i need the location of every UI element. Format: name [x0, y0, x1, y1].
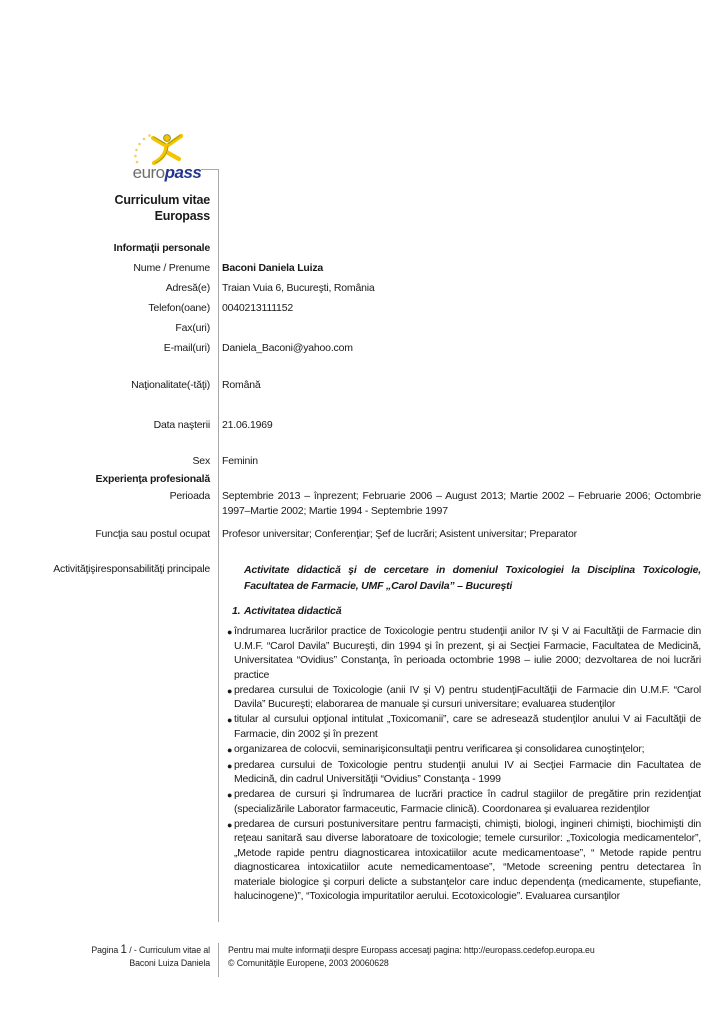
value-address: Traian Vuia 6, Bucureşti, România: [222, 282, 375, 294]
label-nationality: Naţionalitate(-tăţi): [131, 379, 210, 391]
list-item: [222, 742, 701, 758]
row-activities: [0, 561, 701, 904]
footer-page-number: 1: [120, 944, 127, 956]
value-sex: Feminin: [222, 455, 258, 467]
activities-section-heading: [222, 604, 701, 619]
row-address: [0, 280, 701, 300]
document-title-line2: Europass: [154, 209, 210, 223]
footer-copyright-line: © Comunităţile Europene, 2003 20060628: [228, 958, 389, 968]
europass-logo: [120, 132, 212, 184]
bullet-text: organizarea de colocvii, seminarişiconsultaţii pentru verificarea şi consolidarea cunoştinţelor;: [234, 742, 645, 755]
label-position: Funcţia sau postul ocupat: [95, 528, 210, 540]
bullet-icon: ●: [227, 760, 233, 771]
cv-body: [0, 240, 701, 904]
label-address: Adresă(e): [165, 282, 210, 294]
section-number: 1.: [232, 605, 241, 617]
list-item: [222, 817, 701, 904]
value-position: Profesor universitar; Conferenţiar; Şef de lucrări; Asistent universitar; Preparator: [222, 528, 577, 540]
list-item: [222, 787, 701, 816]
section-title: Activitatea didactică: [244, 605, 342, 617]
row-name: [0, 260, 701, 280]
label-activities: Activităţişiresponsabilităţi principale: [53, 563, 210, 575]
bullet-icon: ●: [227, 685, 233, 696]
footer-info-line: Pentru mai multe informaţii despre Europass accesaţi pagina: http://europass.cedefop.europa.eu: [228, 945, 595, 955]
activities-intro: Activitate didactică şi de cercetare in domeniul Toxicologiei la Disciplina Toxicologie, Facultatea de Farmacie, UMF „Carol Davila” – Bucureşti: [244, 564, 701, 592]
footer-page-info: [0, 944, 210, 970]
row-phone: [0, 300, 701, 320]
footer-page-label: Pagina: [91, 945, 119, 955]
document-title-line1: Curriculum vitae: [114, 193, 210, 207]
value-period: Septembrie 2013 – înprezent; Februarie 2006 – August 2013; Martie 2002 – Februarie 2006; Octombrie 1997–Martie 2002; Martie 1994 - Septembrie 1997: [222, 490, 701, 517]
logo-text-euro: euro: [132, 163, 165, 182]
row-email: [0, 340, 701, 360]
bullet-icon: ●: [227, 790, 233, 800]
section-heading-experience: Experienţa profesională: [95, 473, 210, 485]
list-item: [222, 683, 701, 712]
value-name: Baconi Daniela Luiza: [222, 262, 324, 274]
label-name: Nume / Prenume: [133, 262, 210, 274]
activities-bullet-list: [222, 624, 701, 904]
section-personal-heading-row: [0, 240, 701, 260]
row-nationality: [0, 377, 701, 397]
list-item: [222, 758, 701, 787]
row-fax: [0, 320, 701, 340]
section-experience-heading-row: [0, 471, 701, 488]
bullet-icon: ●: [227, 819, 233, 830]
label-birthdate: Data naşterii: [153, 419, 210, 431]
bullet-text: predarea de cursuri postuniversitare pentru farmacişti, chimişti, biologi, ingineri chimişti, biochimişti din reţeau sanitară sau diverse laboratoare de toxicologie; temele cursurilor: „Toxicologia medicamentelor”, „Metode rapide pentru diagnosticarea intoxicatiilor acute medicamentoase”, “ Metode rapide pentru diagnosticarea intoxicatiilor acute nemedicamentoase”, “Metode screening pentru detectarea în materiale biologice şi corpuri delicte a substanţelor care induc dependenţa (medicamente, stupefiante, halucinogene)”, “Toxicologia impuritatilor aerului. Ecotoxicologie”. Evaluarea cursanţilor: [234, 817, 701, 902]
footer-page-suffix: / - Curriculum vitae al: [129, 945, 210, 955]
list-item: [222, 624, 701, 682]
label-fax: Fax(uri): [175, 322, 210, 334]
label-period: Perioada: [169, 490, 210, 502]
bullet-text: îndrumarea lucrărilor practice de Toxicologie pentru studenţii anilor IV şi V ai Facultăţii de Farmacie din U.M.F. “Carol Davila” Bucureşti, din 1994 şi în prezent, şi ai Secţiei Farmacie, Facultatea de Medicină, Universitatea “Ovidius” Constanţa, în perioada octombrie 1998 – iulie 2000; dezvoltarea de noi lucrări practice: [234, 625, 701, 681]
document-title: [0, 192, 210, 224]
list-item: [222, 712, 701, 741]
bullet-text: predarea de cursuri şi îndrumarea de lucrări practice în cadrul stagiilor de pregătire prin rezidenţiat (specializările Laborator farmaceutic, Farmacie clinică). Coordonarea şi evaluarea rezidenţilor: [234, 788, 701, 815]
value-nationality: Română: [222, 379, 261, 391]
logo-connector-line: [201, 169, 219, 170]
label-phone: Telefon(oane): [148, 302, 210, 314]
label-sex: Sex: [192, 455, 210, 467]
footer-page-line: [0, 944, 210, 957]
footer-divider-line: [218, 943, 219, 977]
bullet-text: predarea cursului de Toxicologie pentru studenţii anului IV ai Secţiei Farmacie din Facultatea de Medicină, din cadrul Universităţii “Ovidius” Constanţa - 1999: [234, 758, 701, 785]
value-fax: [222, 320, 701, 321]
bullet-icon: ●: [227, 744, 233, 755]
row-sex: [0, 453, 701, 471]
value-birthdate: 21.06.1969: [222, 419, 273, 431]
footer-owner-name: Baconi Luiza Daniela: [129, 958, 210, 968]
label-email: E-mail(uri): [163, 342, 210, 354]
bullet-icon: ●: [227, 627, 233, 637]
value-email: Daniela_Baconi@yahoo.com: [222, 342, 353, 354]
bullet-text: titular al cursului opţional intitulat „Toxicomanii”, care se adresează studenţilor anului V ai Facultăţii de Farmacie, din 2002 şi în prezent: [234, 713, 701, 740]
bullet-text: predarea cursului de Toxicologie (anii IV şi V) pentru studenţiFacultăţii de Farmacie din U.M.F. “Carol Davila” Bucureşti; elaborarea de manuale şi cursuri universitare; evaluarea studenţilor: [234, 683, 701, 710]
row-period: [0, 488, 701, 518]
row-position: [0, 526, 701, 546]
logo-text-pass: pass: [164, 163, 202, 182]
footer-europass-info: [228, 944, 698, 970]
bullet-icon: ●: [227, 715, 233, 725]
section-heading-personal: Informaţii personale: [113, 242, 210, 254]
europass-logo-text: [122, 164, 212, 182]
row-birthdate: [0, 417, 701, 437]
value-phone: 0040213111152: [222, 302, 293, 314]
